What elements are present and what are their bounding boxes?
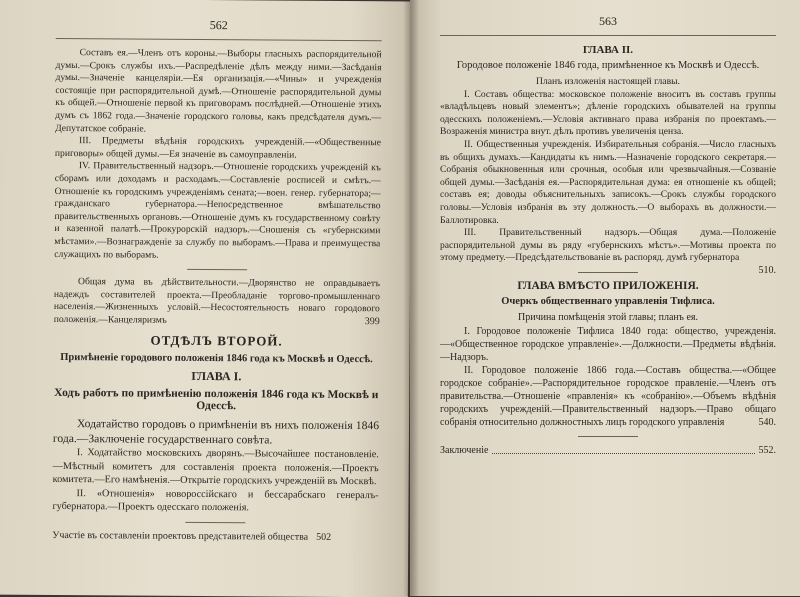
toc-text: II. Городовое положеніе 1866 года.—Составъ общества.—«Общее городское собраніе».—Распорядительное городское правленіе.—Членъ отъ правительства.—Отношеніе «правленія» къ «собранію».—Объемъ вѣдѣнія городскихъ учрежденій.—Правительственный надзоръ.—Право общаго собранія относительно должностныхъ лицъ городского управленія [440, 364, 776, 428]
chapter-paragraph: I. Городовое положеніе Тифлиса 1840 года: общество, учрежденія.—«Общественное городское управленіе».—Должности.—Предметы вѣдѣнія.—Надзоръ. [440, 325, 776, 363]
toc-page-number: 552. [758, 444, 776, 456]
toc-paragraph: II. Общественныя учрежденія. Избирательныя собранія.—Число гласныхъ въ общихъ думахъ.—Кандидаты къ нимъ.—Назначеніе городского секретаря.—Собранія обыкновенныя или срочныя, особыя или чрезвычайныя.—Созваніе общей думы.—Засѣданія ея.—Распорядительная дума: ея отношеніе къ общей; составъ ея; доводы объяснительныхъ записокъ.—Срокъ службы городского головы.—Условія избранія въ эту должность.—О выборахъ въ должности.—Баллотировка. [440, 138, 776, 226]
separator [578, 436, 638, 437]
toc-paragraph: Составъ ея.—Членъ отъ короны.—Выборы гласныхъ распорядительной думы.—Срокъ службы ихъ.—Распредѣленіе дѣлъ между ними.—Засѣданія думы.—Значеніе канцеляріи.—Ея организація.—«Чины» и учрежденія состоящіе при распорядительной думѣ.—Отношеніе распорядительной думы къ общей.—Отношеніе первой къ приговорамъ послѣдней.—Отношеніе этихъ думъ съ 1862 года.—Значеніе городского головы, какъ предсѣдателя думъ.—Депутатское собраніе. [55, 47, 382, 135]
toc-text: III. Правительственный надзоръ.—Общая дума.—Положеніе распорядительной думы въ ряду «губернскихъ мѣстъ».—Мотивы проекта по этому предмету.—Предсѣдательствованіе въ распоряд. думѣ губернатора [440, 227, 776, 264]
toc-dots [492, 444, 754, 454]
toc-page-number: 510. [758, 264, 776, 276]
page-number: 562 [209, 18, 228, 33]
chapter-title: ГЛАВА II. [582, 44, 634, 56]
header-rule [56, 38, 382, 41]
toc-paragraph: Планъ изложенія настоящей главы. [536, 76, 680, 87]
header-rule [440, 35, 776, 36]
toc-paragraph [440, 227, 776, 276]
toc-page-number: 502 [316, 531, 332, 543]
right-page [410, 0, 800, 596]
chapter-paragraph: I. Ходатайство московскихъ дворянъ.—Высочайшее постановленіе.—Мѣстный комитетъ для составленія проекта положенія.—Проектъ комитета.—Его намѣненія.—Открытіе городскихъ учрежденій въ Москвѣ. [52, 447, 379, 488]
chapter-title: ГЛАВА I. [191, 369, 242, 384]
separator [187, 269, 247, 270]
toc-paragraph [54, 276, 380, 329]
toc-page-number: 399 [364, 315, 380, 328]
section-title: ОТДѢЛЪ ВТОРОЙ. [150, 333, 283, 350]
chapter-subtitle: Ходъ работъ по примѣненію положенія 1846 года къ Москвѣ и Одессѣ. [54, 387, 379, 413]
book-gutter [403, 0, 419, 596]
toc-line [52, 528, 378, 544]
toc-page-number: 540. [758, 416, 776, 428]
toc-text: Заключеніе [440, 444, 489, 456]
toc-paragraph: I. Составъ общества: московское положеніе вноситъ въ составъ группы «владѣльцевъ новый элементъ»; дѣленіе городскихъ обывателей на группы одесскихъ положеніемъ.—Условія активнаго права избранія по проектамъ.—Возраженія министра внут. дѣлъ противъ увеличенія ценза. [440, 88, 776, 138]
chapter-paragraph: Ходатайство городовъ о примѣненіи въ нихъ положенія 1846 года.—Заключеніе государственнаго совѣта. [52, 417, 380, 447]
chapter-paragraph [440, 364, 776, 429]
chapter-paragraph: Причина помѣщенія этой главы; планъ ея. [518, 311, 698, 323]
section-subtitle: Примѣненіе городового положенія 1846 года къ Москвѣ и Одессѣ. [60, 352, 373, 366]
page-number: 563 [599, 14, 617, 28]
toc-paragraph: III. Предметы вѣдѣнія городскихъ учрежденій.—«Общественные приговоры» общей думы.—Ея значеніе въ самоуправленіи. [54, 135, 382, 161]
chapter-subtitle: Очеркъ общественнаго управленія Тифлиса. [501, 295, 715, 307]
toc-line [440, 444, 776, 458]
separator [578, 272, 638, 273]
chapter-subtitle: Городовое положеніе 1846 года, примѣненное къ Москвѣ и Одессѣ. [456, 60, 760, 71]
chapter-title: ГЛАВА ВМѢСТО ПРИЛОЖЕНІЯ. [517, 279, 699, 292]
chapter-paragraph: II. «Отношенія» новороссійскаго и бессарабскаго генералъ-губернатора.—Проектъ одесскаго положенія. [52, 487, 379, 514]
toc-text: Общая дума въ дѣйствительности.—Дворянство не оправдываетъ надеждъ составителей проекта.—Преобладаніе торгово-промышленнаго населенія.—Жизненныхъ условій.—Несостоятельность новаго городового положенія.—Канцеляризмъ [53, 276, 381, 326]
toc-paragraph: IV. Правительственный надзоръ.—Отношеніе городскихъ учрежденій къ сборамъ или доходамъ и расходамъ.—Составленіе росписей и смѣтъ.—Отношеніе къ городскимъ учрежденіямъ сената;—воен. генер. губернатора;—гражданскаго губернатора.—Непосредственное вмѣшательство правительственныхъ органовъ.—Отношеніе думъ къ государственному совѣту и казенной палатѣ.—Прокурорскій надзоръ.—Сношенія съ «губернскими мѣстами».—Вознагражденіе за службу по выборамъ.—Права и преимущества служащихъ по выборамъ. [54, 160, 381, 261]
separator [185, 521, 245, 522]
toc-text: Участіе въ составленіи проектовъ представителей общества [52, 529, 309, 543]
